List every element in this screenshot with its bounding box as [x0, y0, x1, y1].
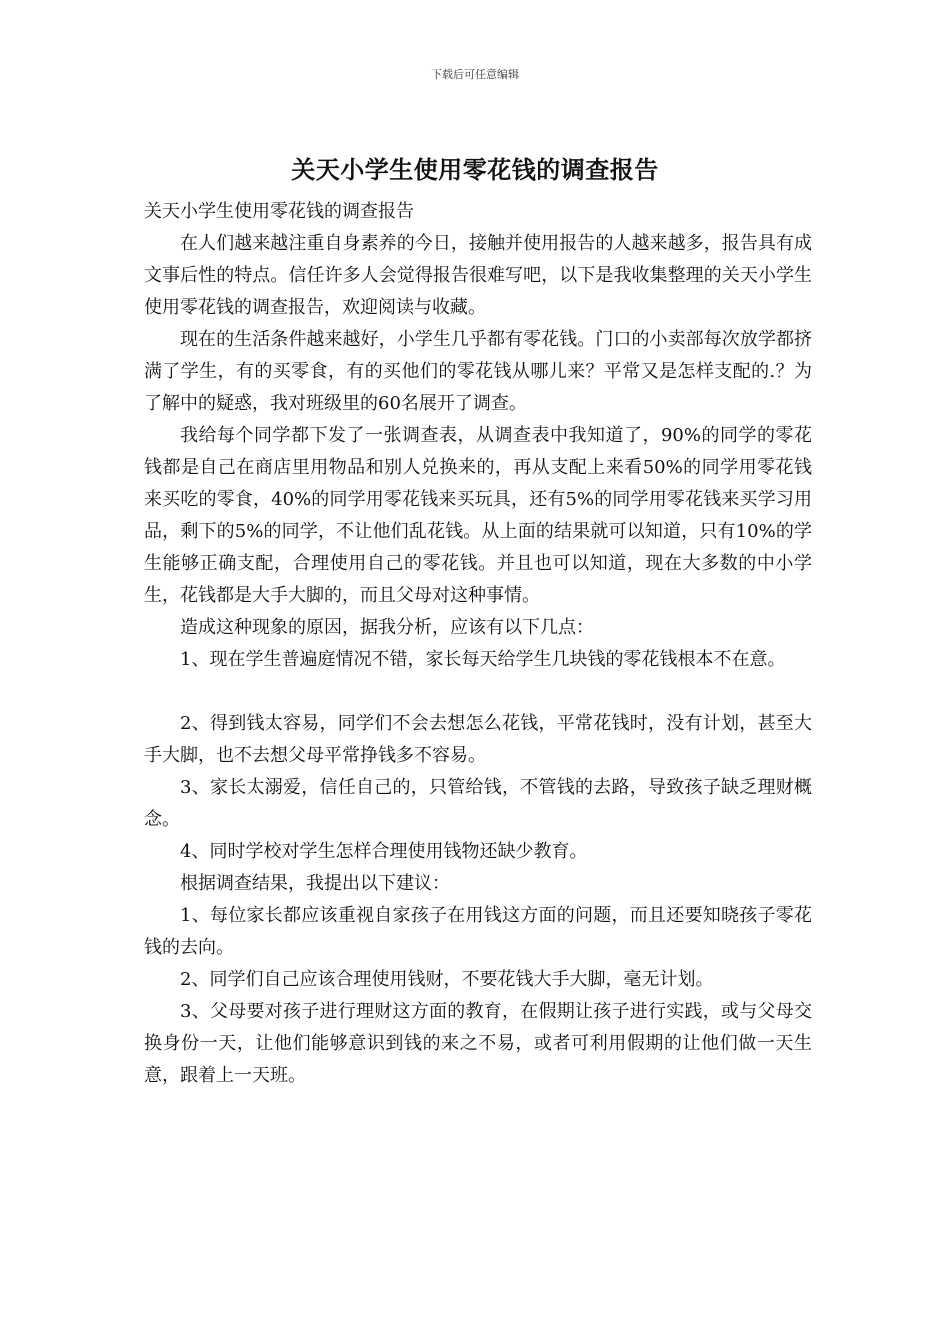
paragraph-survey-results: 我给每个同学都下发了一张调查表，从调查表中我知道了，90%的同学的零花钱都是自己在商店里用物品和别人兑换来的，再从支配上来看50%的同学用零花钱来买吃的零食，40%的同学用零花钱来买玩具，还有5%的同学用零花钱来买学习用品，剩下的5%的同学，不让他们乱花钱。从上面的结果就可以知道，只有10%的学生能够正确支配，合理使用自己的零花钱。并且也可以知道，现在大多数的中小学生，花钱都是大手大脚的，而且父母对这种事情。: [144, 425, 812, 606]
header-note: 下载后可任意编辑: [431, 68, 519, 81]
cause-item-2: 2、得到钱太容易，同学们不会去想怎么花钱，平常花钱时，没有计划，甚至大手大脚，也不去想父母平常挣钱多不容易。: [144, 713, 812, 766]
paragraph-intro: 在人们越来越注重自身素养的今日，接触并使用报告的人越来越多，报告具有成文事后性的特点。信任许多人会觉得报告很难写吧，以下是我收集整理的关天小学生使用零花钱的调查报告，欢迎阅读与收藏。: [144, 233, 812, 318]
suggestion-item-3: 3、父母要对孩子进行理财这方面的教育，在假期让孩子进行实践，或与父母交换身份一天，让他们能够意识到钱的来之不易，或者可利用假期的让他们做一天生意，跟着上一天班。: [144, 1001, 812, 1086]
paragraph-causes-intro: 造成这种现象的原因，据我分析，应该有以下几点：: [180, 617, 594, 638]
paragraph-background: 现在的生活条件越来越好，小学生几乎都有零花钱。门口的小卖部每次放学都挤满了学生，有的买零食，有的买他们的零花钱从哪儿来？平常又是怎样支配的.？为了解中的疑惑，我对班级里的60名展开了调查。: [144, 329, 812, 414]
document-body: [144, 196, 812, 1092]
suggestion-item-1: 1、每位家长都应该重视自家孩子在用钱这方面的问题，而且还要知晓孩子零花钱的去向。: [144, 905, 812, 958]
document-subtitle: 关天小学生使用零花钱的调查报告: [144, 201, 414, 222]
cause-item-1: 1、现在学生普遍庭情况不错，家长每天给学生几块钱的零花钱根本不在意。: [180, 649, 786, 670]
suggestion-item-2: 2、同学们自己应该合理使用钱财，不要花钱大手大脚，毫无计划。: [180, 969, 714, 990]
cause-item-3: 3、家长太溺爱，信任自己的，只管给钱，不管钱的去路，导致孩子缺乏理财概念。: [144, 777, 812, 830]
document-title: 关天小学生使用零花钱的调查报告: [291, 155, 659, 184]
cause-item-4: 4、同时学校对学生怎样合理使用钱物还缺少教育。: [180, 841, 588, 862]
paragraph-suggestions-intro: 根据调查结果，我提出以下建议：: [180, 873, 450, 894]
